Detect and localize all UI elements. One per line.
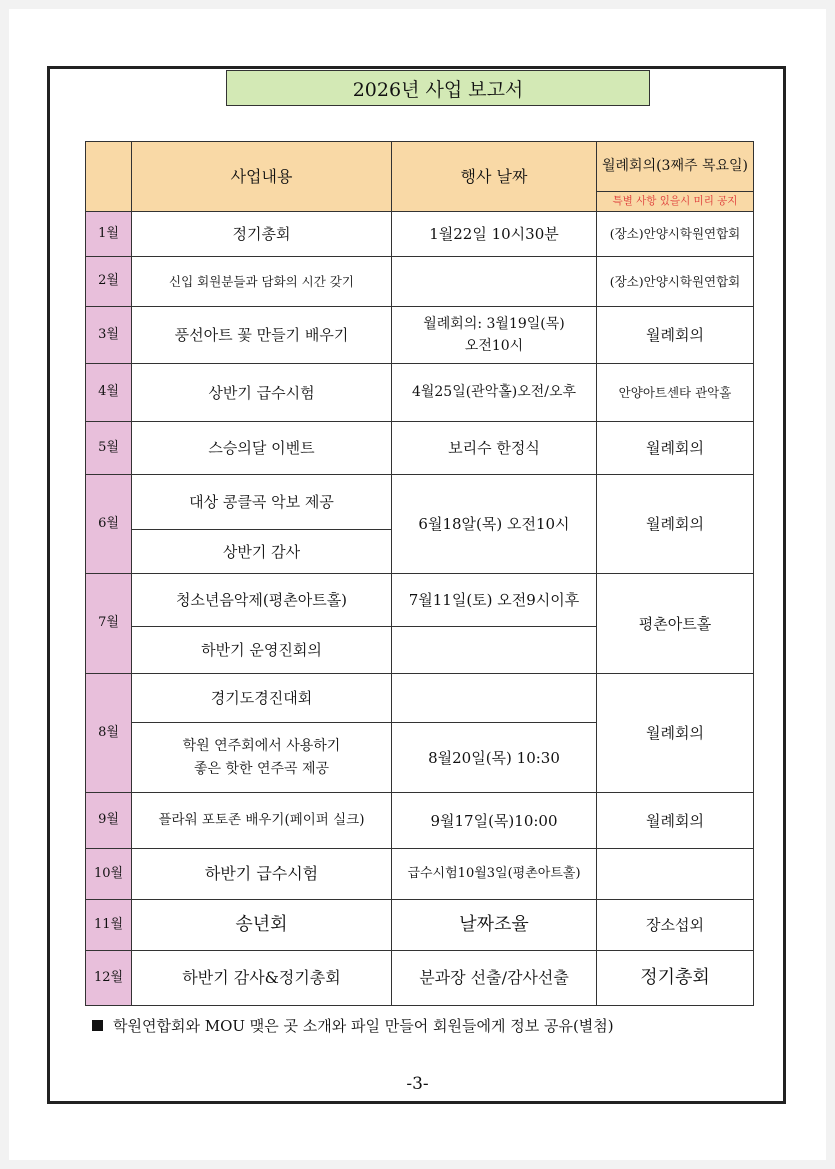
date-cell: 급수시험10월3일(평촌아트홀) [392, 849, 597, 900]
date-cell: 1월22일 10시30분 [392, 212, 597, 257]
note-cell: (장소)안양시학원연합회 [597, 212, 754, 257]
content-cell: 하반기 급수시험 [132, 849, 392, 900]
month-cell: 9월 [86, 793, 132, 849]
footer-note-text: 학원연합회와 MOU 맺은 곳 소개와 파일 만들어 회원들에게 정보 공유(별첨) [113, 1017, 614, 1035]
content-cell: 송년회 [132, 900, 392, 951]
month-cell: 5월 [86, 422, 132, 475]
date-cell: 날짜조율 [392, 900, 597, 951]
date-cell: 보리수 한정식 [392, 422, 597, 475]
content-cell: 정기총회 [132, 212, 392, 257]
month-cell: 6월 [86, 475, 132, 574]
note-cell [597, 849, 754, 900]
page-number: -3- [406, 1074, 429, 1094]
content-cell: 청소년음악제(평촌아트홀) [132, 574, 392, 627]
table-row [86, 257, 754, 307]
header-meeting: 월례회의(3째주 목요일) [597, 142, 754, 192]
content-cell: 상반기 감사 [132, 530, 392, 574]
report-title: 2026년 사업 보고서 [226, 70, 650, 106]
table-header-row [86, 142, 754, 192]
content-line: 학원 연주회에서 사용하기 [182, 738, 341, 755]
content-line: 좋은 핫한 연주곡 제공 [193, 760, 330, 777]
table-row [86, 212, 754, 257]
table-row [86, 674, 754, 723]
note-cell: 월례회의 [597, 674, 754, 793]
date-cell: 8월20일(목) 10:30 [392, 723, 597, 793]
table-row [86, 364, 754, 422]
content-cell: 하반기 감사&정기총회 [132, 951, 392, 1006]
content-cell: 풍선아트 꽃 만들기 배우기 [132, 307, 392, 364]
month-cell: 2월 [86, 257, 132, 307]
note-cell: 월례회의 [597, 422, 754, 475]
date-cell: 분과장 선출/감사선출 [392, 951, 597, 1006]
content-cell: 스승의달 이벤트 [132, 422, 392, 475]
header-content: 사업내용 [132, 142, 392, 212]
table-row [86, 422, 754, 475]
content-cell: 대상 콩클곡 악보 제공 [132, 475, 392, 530]
table-row [86, 574, 754, 627]
note-cell: 월례회의 [597, 793, 754, 849]
date-line: 오전10시 [464, 338, 524, 354]
date-cell [392, 674, 597, 723]
footer-note [92, 1015, 614, 1036]
date-cell: 9월17일(목)10:00 [392, 793, 597, 849]
month-cell: 1월 [86, 212, 132, 257]
content-cell: 신입 회원분들과 담화의 시간 갖기 [132, 257, 392, 307]
table-row [86, 900, 754, 951]
square-bullet-icon [92, 1020, 103, 1031]
month-cell: 8월 [86, 674, 132, 793]
table-row [86, 307, 754, 364]
date-cell [392, 257, 597, 307]
table-row [86, 793, 754, 849]
month-cell: 10월 [86, 849, 132, 900]
content-cell: 하반기 운영진회의 [132, 627, 392, 674]
header-corner [86, 142, 132, 212]
header-date: 행사 날짜 [392, 142, 597, 212]
date-cell: 6월18알(목) 오전10시 [392, 475, 597, 574]
note-cell: 월례회의 [597, 307, 754, 364]
date-cell [392, 307, 597, 364]
month-cell: 3월 [86, 307, 132, 364]
note-cell: 월례회의 [597, 475, 754, 574]
month-cell: 4월 [86, 364, 132, 422]
date-cell [392, 627, 597, 674]
month-cell: 12월 [86, 951, 132, 1006]
table-row [86, 849, 754, 900]
note-cell: (장소)안양시학원연합회 [597, 257, 754, 307]
table-row [86, 951, 754, 1006]
content-cell: 경기도경진대회 [132, 674, 392, 723]
note-cell: 정기총회 [597, 951, 754, 1006]
note-cell: 평촌아트홀 [597, 574, 754, 674]
content-cell: 상반기 급수시험 [132, 364, 392, 422]
date-line: 월례회의: 3월19일(목) [423, 315, 565, 332]
date-cell: 7월11일(토) 오전9시이후 [392, 574, 597, 627]
date-cell: 4월25일(관악홀)오전/오후 [392, 364, 597, 422]
month-cell: 7월 [86, 574, 132, 674]
note-cell: 장소섭외 [597, 900, 754, 951]
content-cell [132, 723, 392, 793]
month-cell: 11월 [86, 900, 132, 951]
table-row [86, 475, 754, 530]
content-cell: 플라워 포토존 배우기(페이퍼 실크) [132, 793, 392, 849]
schedule-table [85, 141, 754, 1006]
note-cell: 안양아트센타 관악홀 [597, 364, 754, 422]
header-meeting-note: 특별 사항 있을시 미리 공지 [597, 192, 754, 212]
